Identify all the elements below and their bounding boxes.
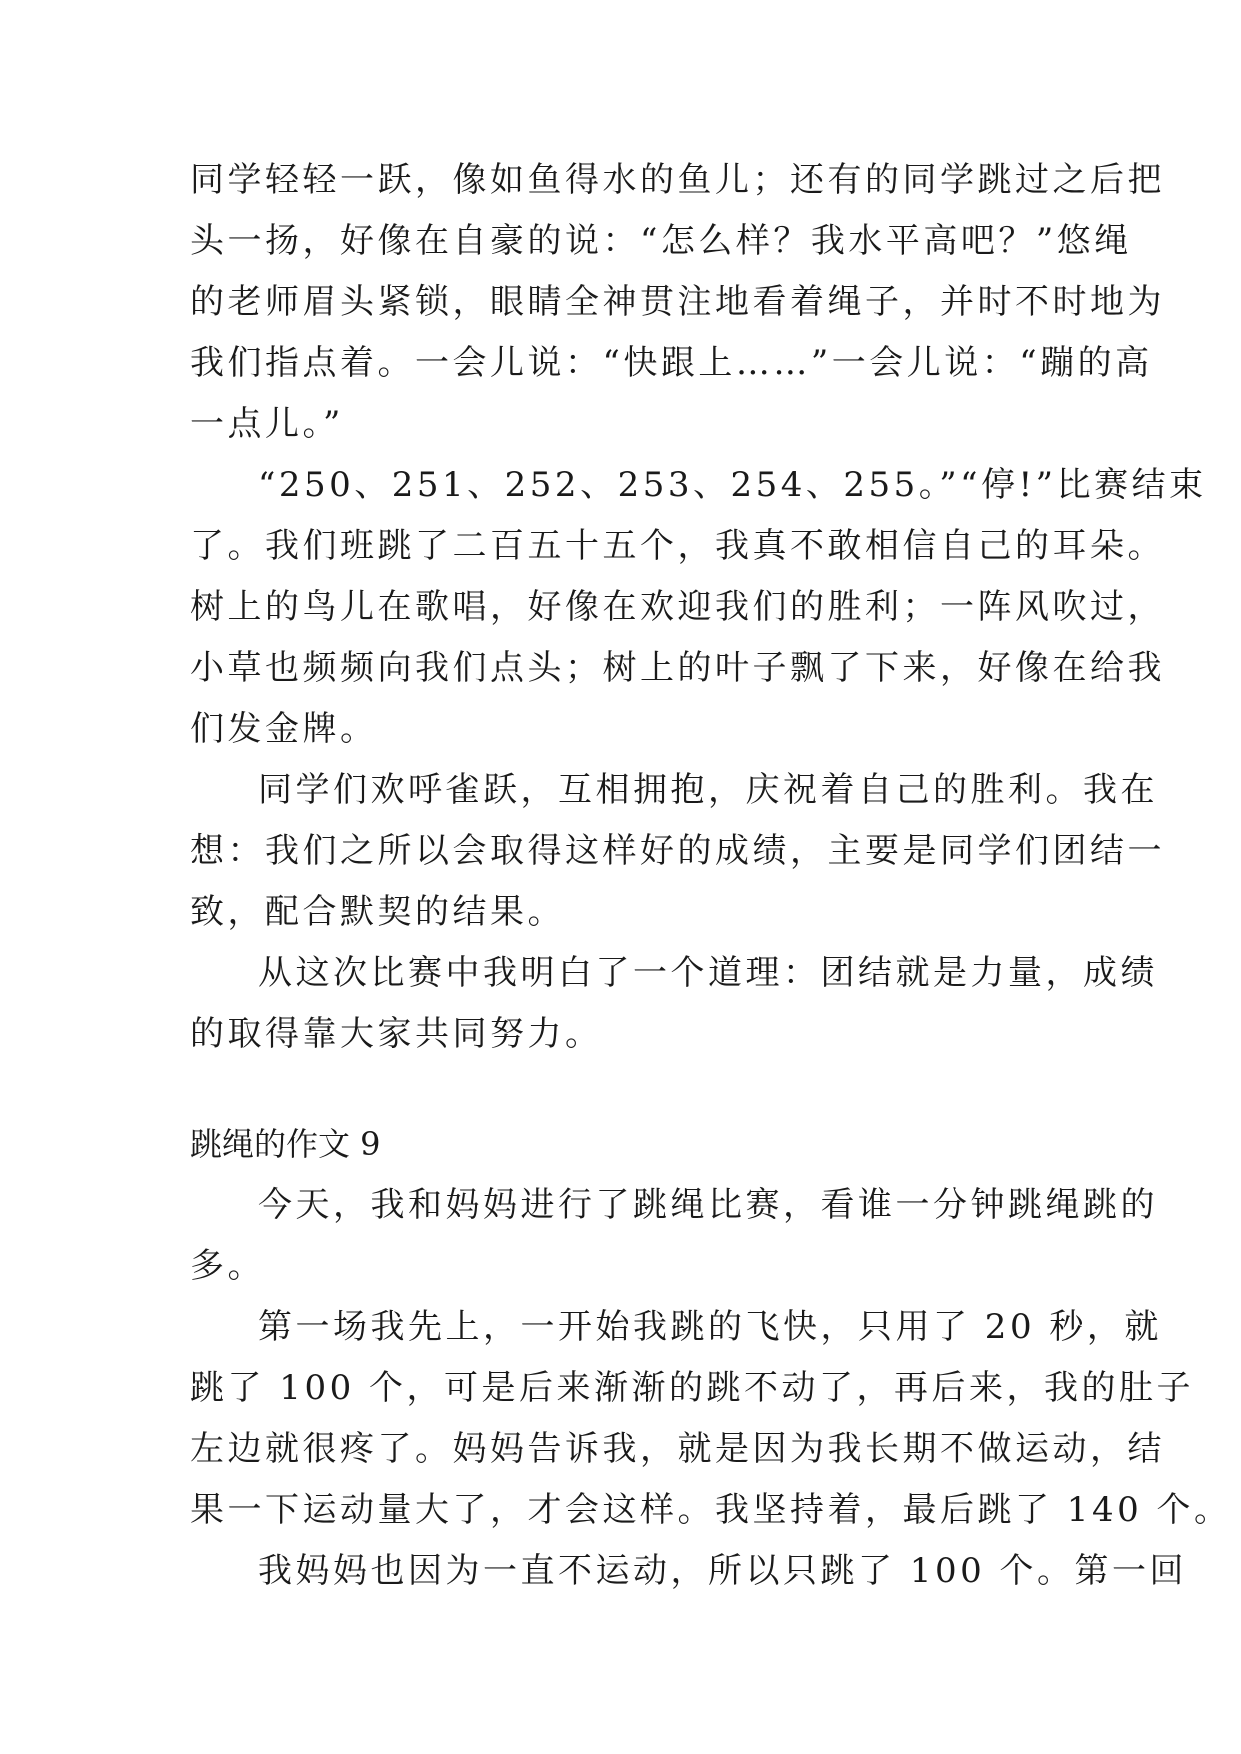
paragraph [190,1175,1158,1297]
text-line: “250、251、252、253、254、255。”“停!”比赛结束 [258,465,1207,505]
text-line: 从这次比赛中我明白了一个道理：团结就是力量，成绩 [258,953,1158,993]
text-line: 左边就很疼了。妈妈告诉我，就是因为我长期不做运动，结 [190,1429,1165,1469]
text-line: 致，配合默契的结果。 [190,892,565,932]
text-line: 的取得靠大家共同努力。 [190,1014,603,1054]
document-page [190,150,1232,1602]
section-gap [190,1065,1050,1114]
text-line: 多。 [190,1246,265,1286]
text-line: 同学们欢呼雀跃，互相拥抱，庆祝着自己的胜利。我在 [258,770,1158,810]
text-line: 果一下运动量大了，才会这样。我坚持着，最后跳了 140 个。 [190,1490,1232,1530]
text-line: 跳了 100 个，可是后来渐渐的跳不动了，再后来，我的肚子 [190,1368,1195,1408]
text-line: 我妈妈也因为一直不运动，所以只跳了 100 个。第一回 [258,1551,1188,1591]
text-line: 想：我们之所以会取得这样好的成绩，主要是同学们团结一 [190,831,1165,871]
paragraph [190,1297,1232,1541]
paragraph [190,150,1165,455]
section-title: 跳绳的作文 9 [190,1125,381,1163]
text-line: 我们指点着。一会儿说：“快跟上……”一会儿说：“蹦的高 [190,343,1153,383]
text-line: 们发金牌。 [190,709,378,749]
paragraph [190,1541,1188,1602]
text-line: 了。我们班跳了二百五十五个，我真不敢相信自己的耳朵。 [190,526,1165,566]
text-line: 的老师眉头紧锁，眼睛全神贯注地看着绳子，并时不时地为 [190,282,1165,322]
text-line: 小草也频频向我们点头；树上的叶子飘了下来，好像在给我 [190,648,1165,688]
text-line: 同学轻轻一跃，像如鱼得水的鱼儿；还有的同学跳过之后把 [190,160,1165,200]
text-line: 一点儿。” [190,404,344,444]
text-line: 树上的鸟儿在歌唱，好像在欢迎我们的胜利；一阵风吹过， [190,587,1165,627]
text-line: 第一场我先上，一开始我跳的飞快，只用了 20 秒，就 [258,1307,1162,1347]
paragraph [190,455,1207,760]
paragraph [190,943,1158,1065]
paragraph [190,760,1165,943]
text-line: 头一扬，好像在自豪的说：“怎么样？我水平高吧？”悠绳 [190,221,1132,261]
text-line: 今天，我和妈妈进行了跳绳比赛，看谁一分钟跳绳跳的 [258,1185,1158,1225]
